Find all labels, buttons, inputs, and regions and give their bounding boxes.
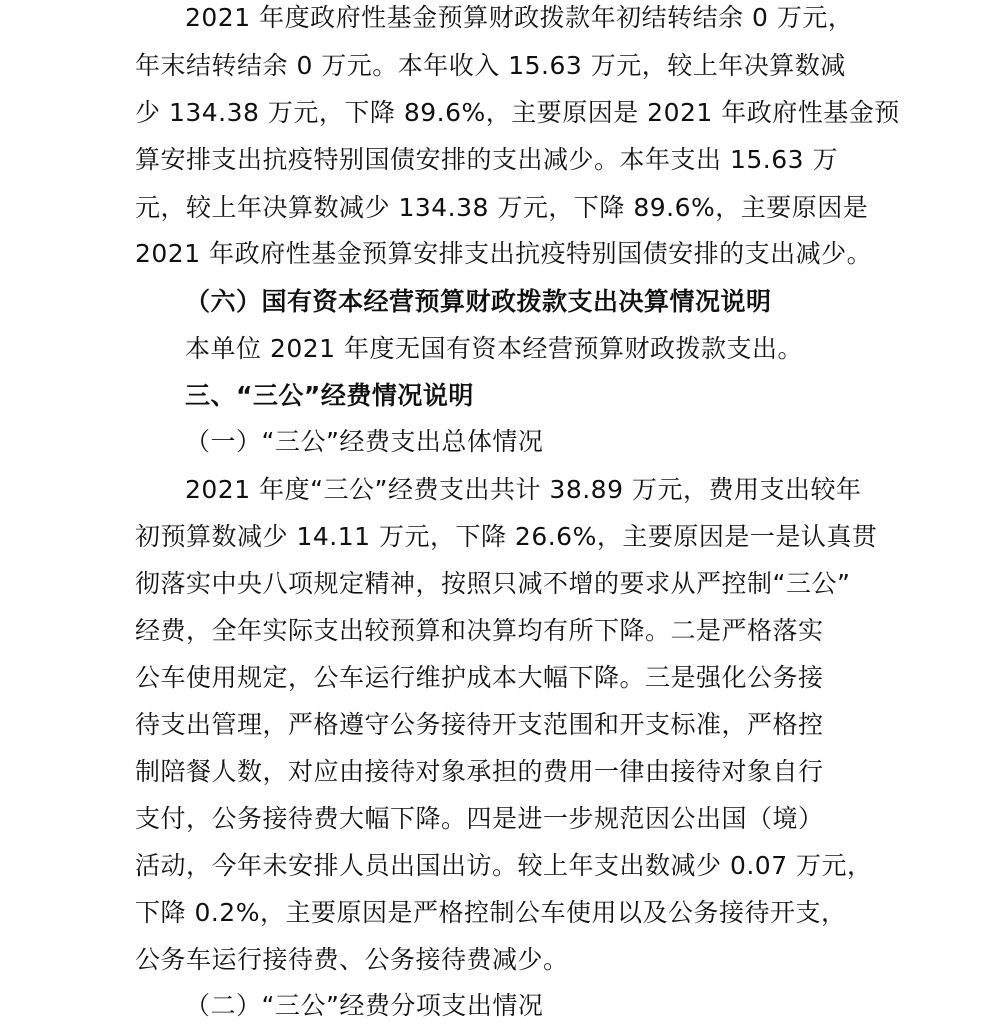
paragraph-line: 活动，今年未安排人员出国出访。较上年支出数减少 0.07 万元， (135, 851, 873, 880)
paragraph-line: 2021 年政府性基金预算安排支出抗疫特别国债安排的支出减少。 (135, 239, 873, 268)
paragraph-line: 制陪餐人数，对应由接待对象承担的费用一律由接待对象自行 (135, 757, 824, 786)
paragraph-line: 2021 年度“三公”经费支出共计 38.89 万元，费用支出较年 (185, 475, 862, 504)
paragraph-line: 算安排支出抗疫特别国债安排的支出减少。本年支出 15.63 万 (135, 145, 838, 174)
paragraph-line: 待支出管理，严格遵守公务接待开支范围和开支标准，严格控 (135, 710, 824, 739)
paragraph-line: 经费，全年实际支出较预算和决算均有所下降。二是严格落实 (135, 616, 824, 645)
section-heading-3: 三、“三公”经费情况说明 (185, 381, 474, 410)
subsection-heading-1: （一）“三公”经费支出总体情况 (185, 427, 544, 456)
subsection-heading-2: （二）“三公”经费分项支出情况 (185, 991, 544, 1020)
paragraph-line: 年末结转结余 0 万元。本年收入 15.63 万元，较上年决算数减 (135, 51, 846, 80)
paragraph-line: 彻落实中央八项规定精神，按照只减不增的要求从严控制“三公” (135, 569, 851, 598)
paragraph-line: 公务车运行接待费、公务接待费减少。 (135, 945, 569, 974)
paragraph-line: 元，较上年决算数减少 134.38 万元，下降 89.6%，主要原因是 (135, 193, 869, 222)
paragraph-line: 本单位 2021 年度无国有资本经营预算财政拨款支出。 (185, 334, 804, 363)
paragraph-line: 公车使用规定，公车运行维护成本大幅下降。三是强化公务接 (135, 663, 824, 692)
paragraph-line: 初预算数减少 14.11 万元，下降 26.6%，主要原因是一是认真贯 (135, 522, 878, 551)
section-heading-6: （六）国有资本经营预算财政拨款支出决算情况说明 (185, 287, 772, 316)
paragraph-line: 少 134.38 万元，下降 89.6%，主要原因是 2021 年政府性基金预 (135, 98, 900, 127)
paragraph-line: 下降 0.2%，主要原因是严格控制公车使用以及公务接待开支， (135, 898, 847, 927)
paragraph-line: 支付，公务接待费大幅下降。四是进一步规范因公出国（境） (135, 804, 824, 833)
paragraph-line: 2021 年度政府性基金预算财政拨款年初结转结余 0 万元， (185, 3, 854, 32)
